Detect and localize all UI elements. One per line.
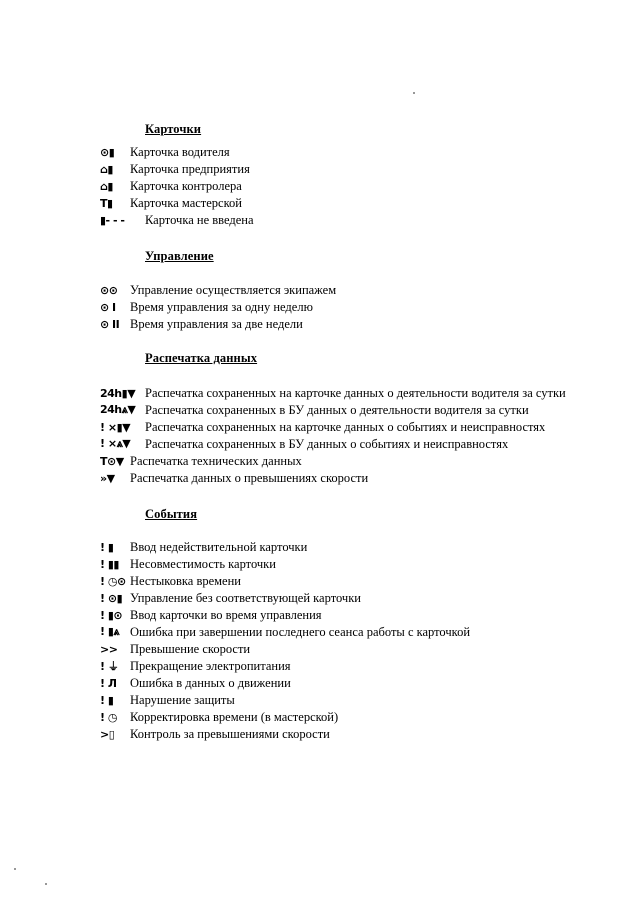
list-item bbox=[100, 161, 250, 177]
driving-without-card-icon: ! ⊙▮ bbox=[100, 591, 123, 605]
list-item bbox=[100, 539, 307, 555]
power-interruption-icon: ! ⏚ bbox=[100, 660, 119, 673]
list-item bbox=[100, 470, 368, 486]
security-breach-icon: ! ▮ bbox=[100, 693, 114, 707]
item-label: Карточка не введена bbox=[145, 212, 254, 227]
list-item bbox=[100, 709, 338, 725]
two-week-driving-icon: ⊙ II bbox=[100, 317, 120, 331]
list-item bbox=[100, 436, 508, 452]
item-label: Распечатка сохраненных в БУ данных о событиях и неисправностях bbox=[145, 436, 509, 451]
section-title-cards: Карточки bbox=[145, 122, 202, 136]
list-item bbox=[100, 385, 566, 401]
scan-speck bbox=[14, 868, 16, 870]
item-label: Несовместимость карточки bbox=[130, 556, 276, 571]
item-label: Карточка водителя bbox=[130, 144, 230, 159]
list-item bbox=[100, 607, 322, 623]
company-card-icon: ⌂▮ bbox=[100, 162, 113, 176]
item-label: Превышение скорости bbox=[130, 641, 251, 656]
item-label: Управление осуществляется экипажем bbox=[130, 282, 337, 297]
item-label: Время управления за две недели bbox=[130, 316, 303, 331]
technical-print-icon: T⊙▼ bbox=[100, 454, 124, 468]
item-label: Карточка мастерской bbox=[130, 195, 242, 210]
item-label: Контроль за превышениями скорости bbox=[130, 726, 330, 741]
list-item bbox=[100, 573, 241, 589]
item-label: Карточка контролера bbox=[130, 178, 242, 193]
item-label: Время управления за одну неделю bbox=[130, 299, 313, 314]
card-events-print-icon: ! ×▮▼ bbox=[100, 420, 131, 434]
section-title-events: События bbox=[145, 507, 198, 521]
card-conflict-icon: ! ▮▮ bbox=[100, 557, 119, 571]
list-item bbox=[100, 282, 336, 298]
item-label: Корректировка времени (в мастерской) bbox=[130, 709, 339, 724]
last-session-error-icon: ! ▮⩓ bbox=[100, 625, 120, 638]
section-title-driving: Управление bbox=[145, 249, 214, 263]
item-label: Ввод карточки во время управления bbox=[130, 607, 322, 622]
item-label: Распечатка технических данных bbox=[130, 453, 302, 468]
list-item bbox=[100, 212, 254, 228]
list-item bbox=[100, 726, 330, 742]
list-item bbox=[100, 453, 302, 469]
item-label: Распечатка сохраненных на карточке данных о событиях и неисправностях bbox=[145, 419, 546, 434]
control-card-icon: ⌂▮ bbox=[100, 179, 113, 193]
item-label: Управление без соответствующей карточки bbox=[130, 590, 361, 605]
list-item bbox=[100, 641, 250, 657]
item-label: Распечатка сохраненных в БУ данных о деятельности водителя за сутки bbox=[145, 402, 529, 417]
item-label: Нестыковка времени bbox=[130, 573, 241, 588]
list-item bbox=[100, 624, 470, 640]
list-item bbox=[100, 419, 545, 435]
crew-icon: ⊙⊙ bbox=[100, 283, 118, 297]
list-item bbox=[100, 402, 529, 418]
item-label: Ошибка в данных о движении bbox=[130, 675, 291, 690]
week-driving-icon: ⊙ I bbox=[100, 300, 116, 314]
motion-data-error-icon: ! Л bbox=[100, 676, 117, 690]
item-label: Прекращение электропитания bbox=[130, 658, 291, 673]
invalid-card-icon: ! ▮ bbox=[100, 540, 114, 554]
list-item bbox=[100, 675, 291, 691]
item-label: Распечатка данных о превышениях скорости bbox=[130, 470, 369, 485]
list-item bbox=[100, 692, 235, 708]
workshop-card-icon: T▮ bbox=[100, 196, 113, 210]
overspeed-icon: >> bbox=[100, 642, 118, 656]
section-title-printouts: Распечатка данных bbox=[145, 351, 258, 365]
no-card-icon: ▮- - - bbox=[100, 213, 125, 227]
list-item bbox=[100, 590, 361, 606]
overspeed-print-icon: »▼ bbox=[100, 471, 115, 485]
item-label: Распечатка сохраненных на карточке данных о деятельности водителя за сутки bbox=[145, 385, 566, 400]
list-item bbox=[100, 144, 230, 160]
driver-card-icon: ⊙▮ bbox=[100, 145, 115, 159]
time-overlap-icon: ! ◷⊙ bbox=[100, 574, 126, 588]
list-item bbox=[100, 178, 242, 194]
list-item bbox=[100, 316, 303, 332]
item-label: Нарушение защиты bbox=[130, 692, 235, 707]
overspeed-control-icon: >▯ bbox=[100, 727, 115, 741]
item-label: Ошибка при завершении последнего сеанса работы с карточкой bbox=[130, 624, 471, 639]
list-item bbox=[100, 299, 313, 315]
list-item bbox=[100, 556, 276, 572]
card-insertion-while-driving-icon: ! ▮⊙ bbox=[100, 608, 123, 622]
list-item bbox=[100, 195, 242, 211]
scan-speck bbox=[413, 92, 415, 94]
vu-events-print-icon: ! ×⩓▼ bbox=[100, 437, 131, 450]
item-label: Ввод недействительной карточки bbox=[130, 539, 308, 554]
scan-speck bbox=[45, 883, 47, 885]
list-item bbox=[100, 658, 291, 674]
vu-daily-print-icon: 24h⩓▼ bbox=[100, 403, 136, 416]
item-label: Карточка предприятия bbox=[130, 161, 250, 176]
time-adjustment-icon: ! ◷ bbox=[100, 710, 117, 724]
card-daily-print-icon: 24h▮▼ bbox=[100, 386, 136, 400]
